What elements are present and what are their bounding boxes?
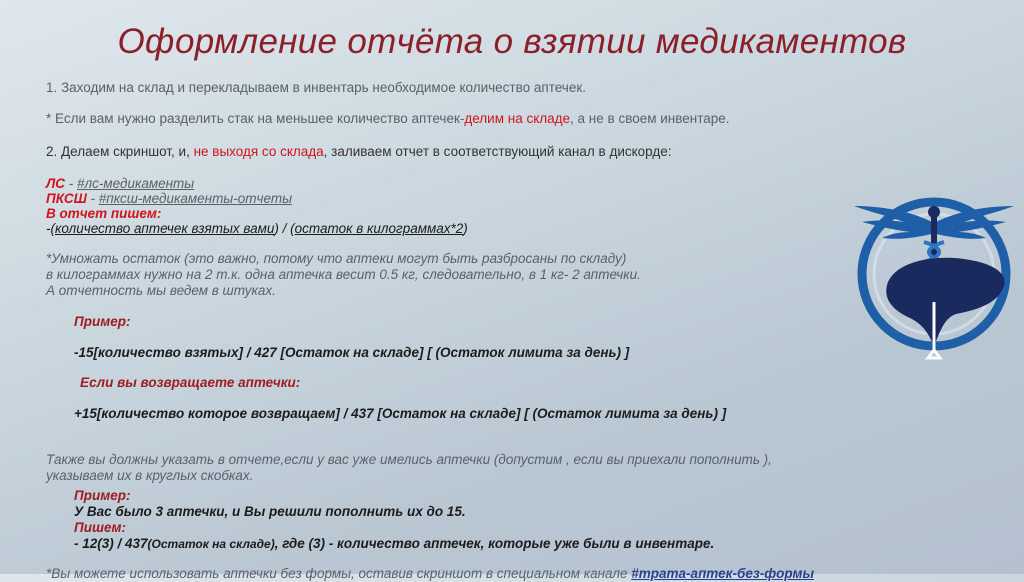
- example-1: -15[количество взятых] / 427 [Остаток на складе] [ (Остаток лимита за день) ]: [74, 345, 630, 360]
- example-4-c: , где (3) - количество аптечек, которые уже были в инвентаре.: [274, 536, 715, 551]
- ls-sep: -: [65, 176, 78, 191]
- example-4-a: - 12(3) / 437: [74, 536, 148, 551]
- ls-channel-link[interactable]: #лс-медикаменты: [77, 176, 195, 191]
- example-1-label: Пример:: [74, 314, 131, 329]
- step-2-end: , заливаем отчет в соответствующий канал в дискорде:: [323, 144, 672, 159]
- note-line-2: в килограммах нужно на 2 т.к. одна аптечка весит 0.5 кг, следовательно, в 1 кг- 2 аптечки.: [46, 267, 641, 282]
- step-2-highlight: не выходя со склада: [193, 144, 324, 159]
- formula-mid: ) / (: [274, 221, 295, 236]
- pksh-label: ПКСШ: [46, 191, 87, 206]
- also-line-2: указываем их в круглых скобках.: [46, 468, 254, 483]
- pksh-channel-link[interactable]: #пксш-медикаменты-отчеты: [98, 191, 293, 206]
- ls-channel-line: [46, 176, 194, 192]
- example-3-label: Пример:: [74, 488, 131, 503]
- bottom-note-text: *Вы можете использовать аптечки без формы, оставив скриншот в специальном канале: [46, 566, 632, 581]
- caduceus-liver-icon: [848, 182, 1020, 372]
- logo-staff-top: [928, 206, 940, 218]
- note-line-1: *Умножать остаток (это важно, потому что аптеки могут быть разбросаны по складу): [46, 251, 627, 266]
- bottom-note: [46, 566, 814, 582]
- step-2: [46, 144, 672, 160]
- write-label: Пишем:: [74, 520, 126, 535]
- bottom-note-channel[interactable]: #трата-аптек-без-формы: [631, 566, 815, 581]
- step-1: 1. Заходим на склад и перекладываем в инвентарь необходимое количество аптечек.: [46, 80, 586, 95]
- example-4: [74, 536, 714, 552]
- logo-wing-right: [936, 206, 1014, 239]
- return-label: Если вы возвращаете аптечки:: [80, 375, 301, 390]
- formula-taken: количество аптечек взятых вами: [55, 221, 275, 236]
- split-note-highlight: делим на складе: [464, 111, 571, 126]
- formula-rest: остаток в килограммах*2: [294, 221, 464, 236]
- formula-open: -(: [46, 221, 55, 236]
- example-3: У Вас было 3 аптечки, и Вы решили пополнить их до 15.: [74, 504, 466, 519]
- note-line-3: А отчетность мы ведем в штуках.: [46, 283, 276, 298]
- step-2-text: 2. Делаем скриншот, и,: [46, 144, 194, 159]
- example-4-b: (Остаток на складе): [147, 537, 275, 551]
- ls-label: ЛС: [46, 176, 66, 191]
- pksh-sep: -: [86, 191, 99, 206]
- formula-close: ): [463, 221, 468, 236]
- also-line-1: Также вы должны указать в отчете,если у вас уже имелись аптечки (допустим , если вы приехали пополнить ),: [46, 452, 772, 467]
- report-heading: В отчет пишем:: [46, 206, 162, 221]
- logo-wing-left: [854, 206, 932, 239]
- pksh-channel-line: [46, 191, 292, 207]
- page-title: Оформление отчёта о взятии медикаментов: [117, 22, 907, 61]
- split-stack-note: [46, 111, 730, 127]
- report-formula: [46, 221, 468, 237]
- split-note-text: * Если вам нужно разделить стак на меньшее количество аптечек-: [46, 111, 465, 126]
- example-2: +15[количество которое возвращаем] / 437 [Остаток на складе] [ (Остаток лимита за день) ]: [74, 406, 727, 421]
- split-note-end: , а не в своем инвентаре.: [570, 111, 730, 126]
